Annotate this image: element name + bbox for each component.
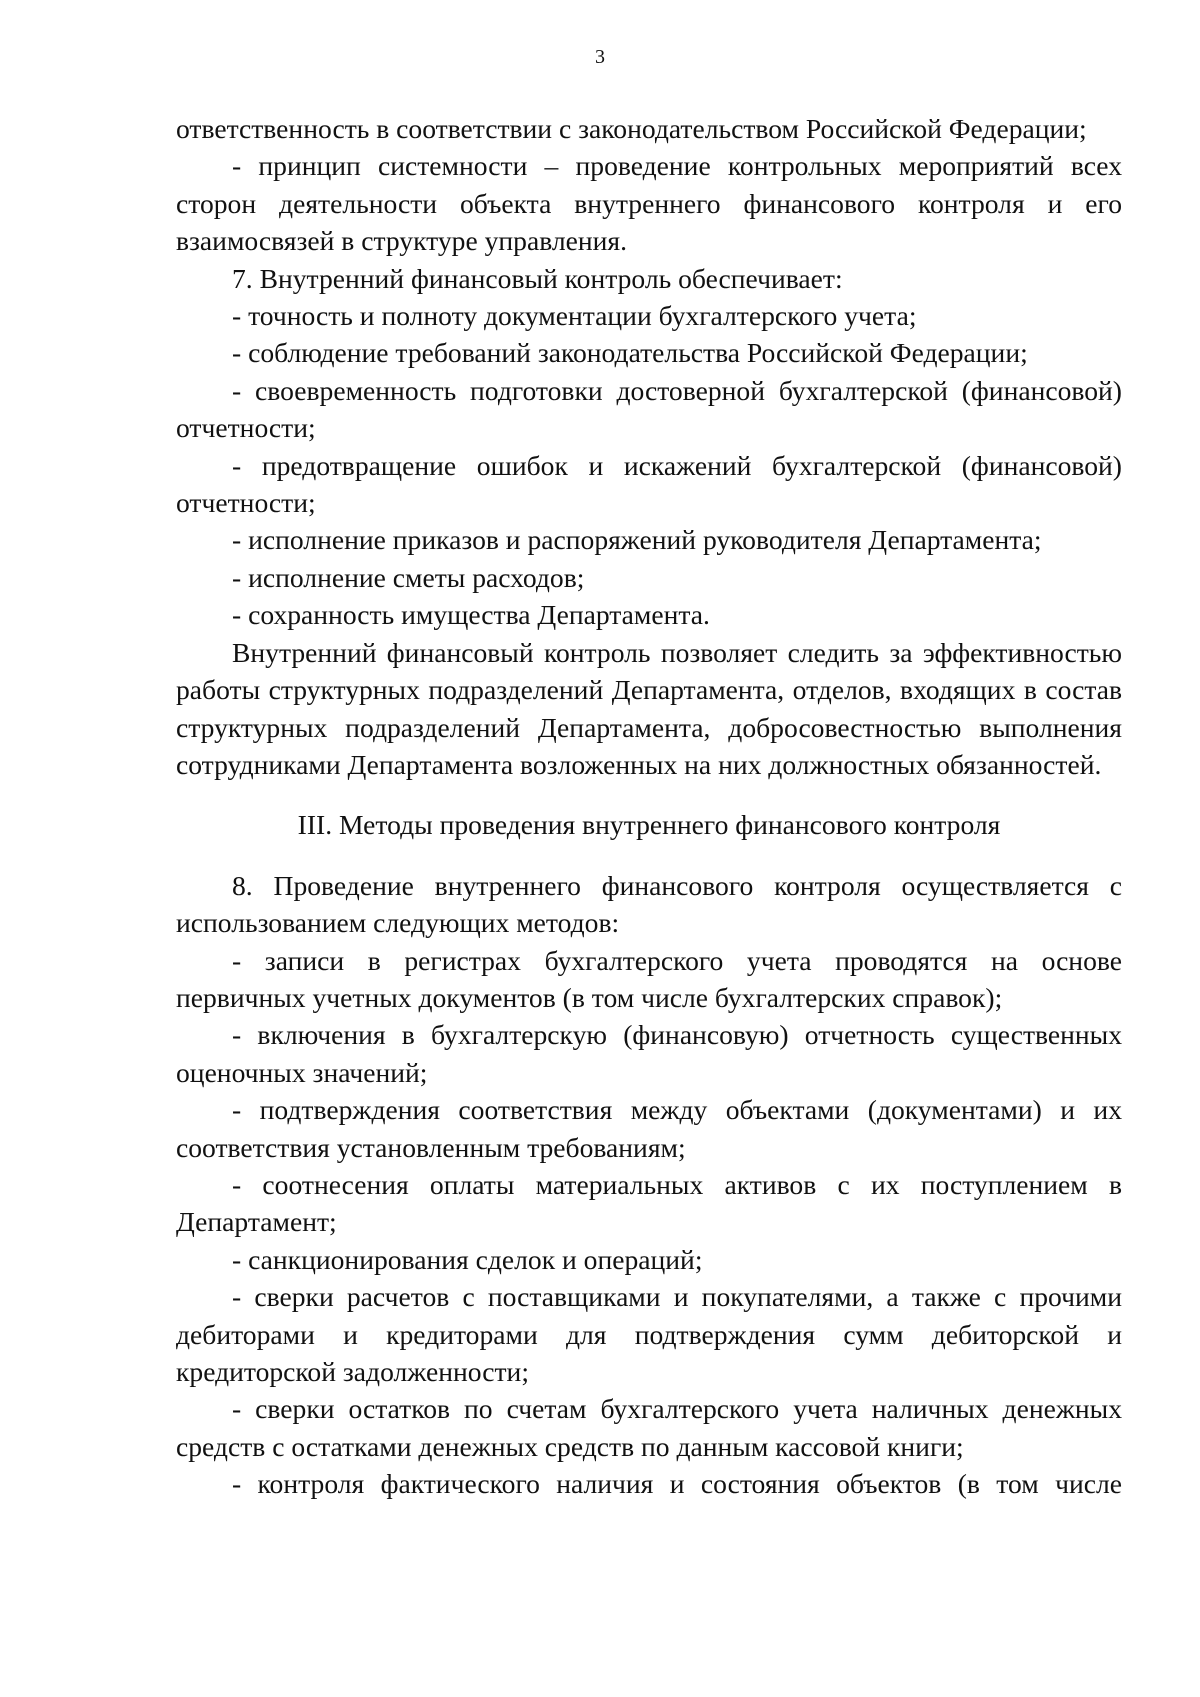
paragraph: - исполнение приказов и распоряжений руководителя Департамента;: [232, 524, 1042, 556]
paragraph: - подтверждения соответствия между объектами (документами) и их соответствия установленным требованиям;: [176, 1094, 1122, 1163]
paragraph: 7. Внутренний финансовый контроль обеспечивает:: [232, 262, 843, 294]
paragraph: - записи в регистрах бухгалтерского учета проводятся на основе первичных учетных документов (в том числе бухгалтерских справок);: [176, 944, 1122, 1013]
paragraph: ответственность в соответствии с законодательством Российской Федерации;: [176, 113, 1087, 144]
paragraph: - сохранность имущества Департамента.: [232, 599, 710, 631]
section-heading: III. Методы проведения внутреннего финансового контроля: [297, 809, 1001, 841]
paragraph: - санкционирования сделок и операций;: [232, 1243, 703, 1275]
document-body: [176, 110, 1122, 1503]
paragraph: - точность и полноту документации бухгалтерского учета;: [232, 300, 917, 332]
paragraph: - соблюдение требований законодательства Российской Федерации;: [232, 337, 1028, 369]
paragraph: - включения в бухгалтерскую (финансовую) отчетность существенных оценочных значений;: [176, 1019, 1122, 1088]
paragraph: - контроля фактического наличия и состояния объектов (в том числе: [232, 1468, 1122, 1500]
paragraph: - соотнесения оплаты материальных активов с их поступлением в Департамент;: [176, 1168, 1122, 1238]
paragraph: 8. Проведение внутреннего финансового контроля осуществляется с использованием следующих методов:: [176, 869, 1122, 939]
paragraph: - сверки остатков по счетам бухгалтерского учета наличных денежных средств с остатками денежных средств по данным кассовой книги;: [176, 1393, 1122, 1462]
paragraph: - сверки расчетов с поставщиками и покупателями, а также с прочими дебиторами и кредиторами для подтверждения сумм дебиторской и кредиторской задолженности;: [176, 1281, 1122, 1387]
paragraph: - предотвращение ошибок и искажений бухгалтерской (финансовой) отчетности;: [176, 449, 1122, 519]
page-number: 3: [595, 46, 605, 68]
paragraph: Внутренний финансовый контроль позволяет следить за эффективностью работы структурных подразделений Департамента, отделов, входящих в состав структурных подразделений Департамента, добросовестностью выполнения сотрудниками Департамента возложенных на них должностных обязанностей.: [176, 636, 1122, 780]
paragraph: - своевременность подготовки достоверной бухгалтерской (финансовой) отчетности;: [176, 374, 1122, 444]
paragraph: - исполнение сметы расходов;: [232, 561, 585, 593]
paragraph: - принцип системности – проведение контрольных мероприятий всех сторон деятельности объекта внутреннего финансового контроля и его взаимосвязей в структуре управления.: [176, 150, 1122, 257]
